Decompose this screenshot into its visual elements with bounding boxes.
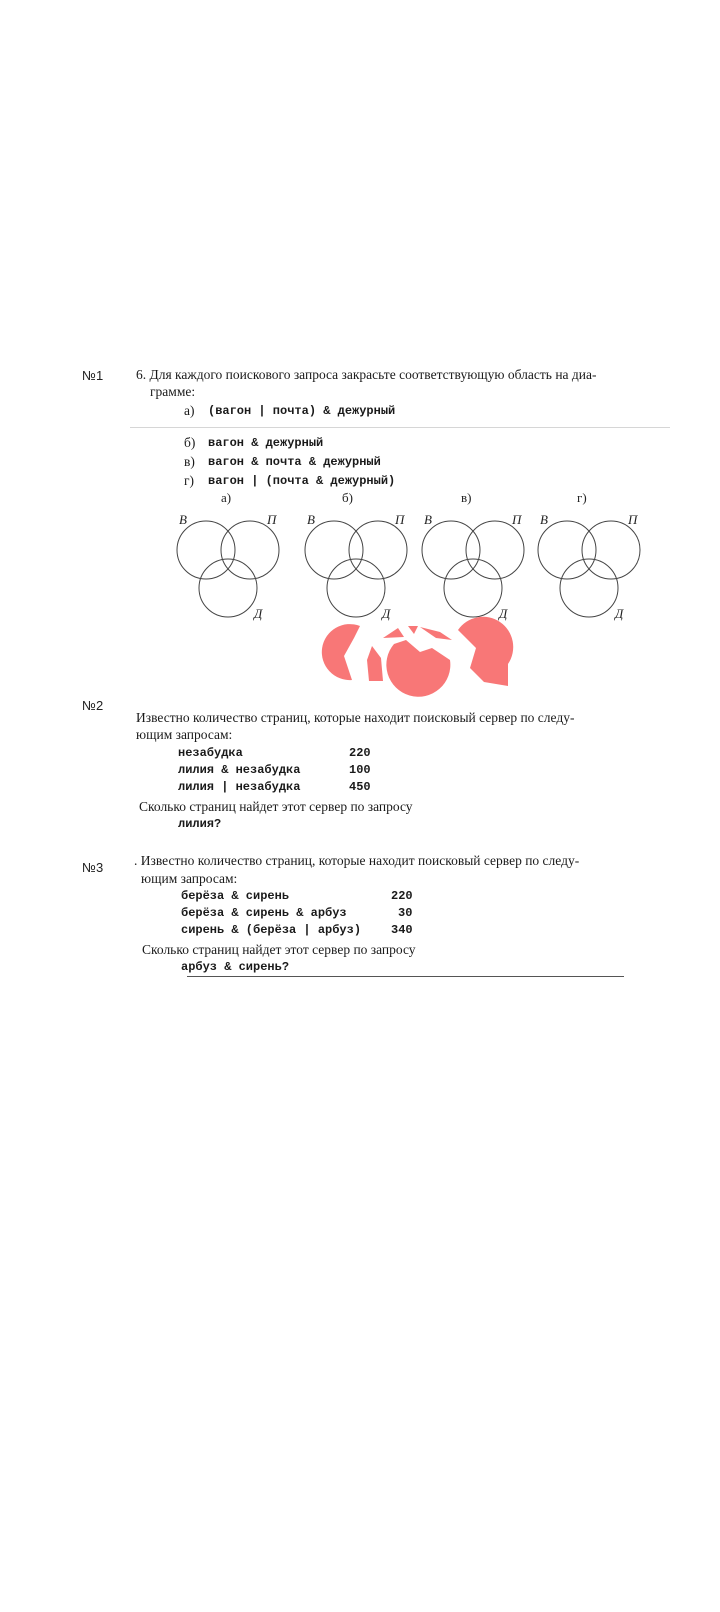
venn-d-label-v: В (540, 512, 548, 527)
task3-row-count: 340 (391, 923, 413, 937)
task3-row-query: сирень & (берёза | арбуз) (181, 923, 362, 937)
task1-item-a-query: (вагон | почта) & дежурный (208, 404, 396, 418)
task1-item-a-letter: а) (184, 403, 195, 418)
diagram-title-c: в) (461, 490, 472, 505)
task1-item-c-letter: в) (184, 454, 195, 469)
task3-question: Сколько страниц найдет этот сервер по запросу (142, 942, 416, 957)
task2-intro-line2: ющим запросам: (136, 727, 233, 742)
venn-b-label-p: П (395, 512, 405, 527)
task1-item-b-letter: б) (184, 435, 196, 450)
venn-diagram-b (305, 521, 407, 617)
diagram-title-b: б) (342, 490, 353, 505)
venn-diagrams (0, 488, 720, 698)
task1-intro-line1: 6. Для каждого поискового запроса закрасьте соответствующую область на диа- (136, 367, 597, 382)
task2-intro-line1: Известно количество страниц, которые находит поисковый сервер по следу- (136, 710, 575, 725)
task1-intro-line2: грамме: (150, 384, 196, 399)
divider (130, 427, 670, 428)
task3-intro-line1: . Известно количество страниц, которые находит поисковый сервер по следу- (134, 853, 580, 868)
task3-row-query: берёза & сирень & арбуз (181, 906, 347, 920)
task2-row-count: 100 (349, 763, 371, 777)
task3-target-query: арбуз & сирень? (181, 960, 290, 974)
venn-d-label-d: Д (615, 606, 624, 621)
venn-b-label-d: Д (382, 606, 391, 621)
task1-number: №1 (82, 368, 104, 383)
venn-a-label-d: Д (254, 606, 263, 621)
venn-d-label-p: П (628, 512, 638, 527)
task2-number: №2 (82, 698, 104, 713)
task3-number: №3 (82, 860, 104, 875)
venn-c-label-d: Д (499, 606, 508, 621)
diagram-title-a: а) (221, 490, 232, 505)
pink-stamp-watermark (322, 617, 513, 697)
task3-row-count: 220 (391, 889, 413, 903)
task2-target-query: лилия? (178, 817, 222, 831)
diagram-title-d: г) (577, 490, 587, 505)
venn-b-label-v: В (307, 512, 315, 527)
venn-diagram-a (177, 521, 279, 617)
task3-intro-line2: ющим запросам: (141, 871, 238, 886)
venn-a-label-v: В (179, 512, 187, 527)
venn-c-label-p: П (512, 512, 522, 527)
task1-item-d-query: вагон | (почта & дежурный) (208, 474, 396, 488)
venn-a-label-p: П (267, 512, 277, 527)
venn-diagram-c (422, 521, 524, 617)
task2-question: Сколько страниц найдет этот сервер по запросу (139, 799, 413, 814)
venn-diagram-d (538, 521, 640, 617)
task1-item-d-letter: г) (184, 473, 195, 488)
task3-row-count: 30 (398, 906, 413, 920)
task1-item-c-query: вагон & почта & дежурный (208, 455, 381, 469)
task1-item-b-query: вагон & дежурный (208, 436, 324, 450)
task2-row-query: лилия | незабудка (178, 780, 301, 794)
task3-row-query: берёза & сирень (181, 889, 290, 903)
task2-row-query: лилия & незабудка (178, 763, 301, 777)
venn-c-label-v: В (424, 512, 432, 527)
task2-row-count: 450 (349, 780, 371, 794)
answer-underline (187, 976, 624, 977)
task2-row-count: 220 (349, 746, 371, 760)
task2-row-query: незабудка (178, 746, 243, 760)
